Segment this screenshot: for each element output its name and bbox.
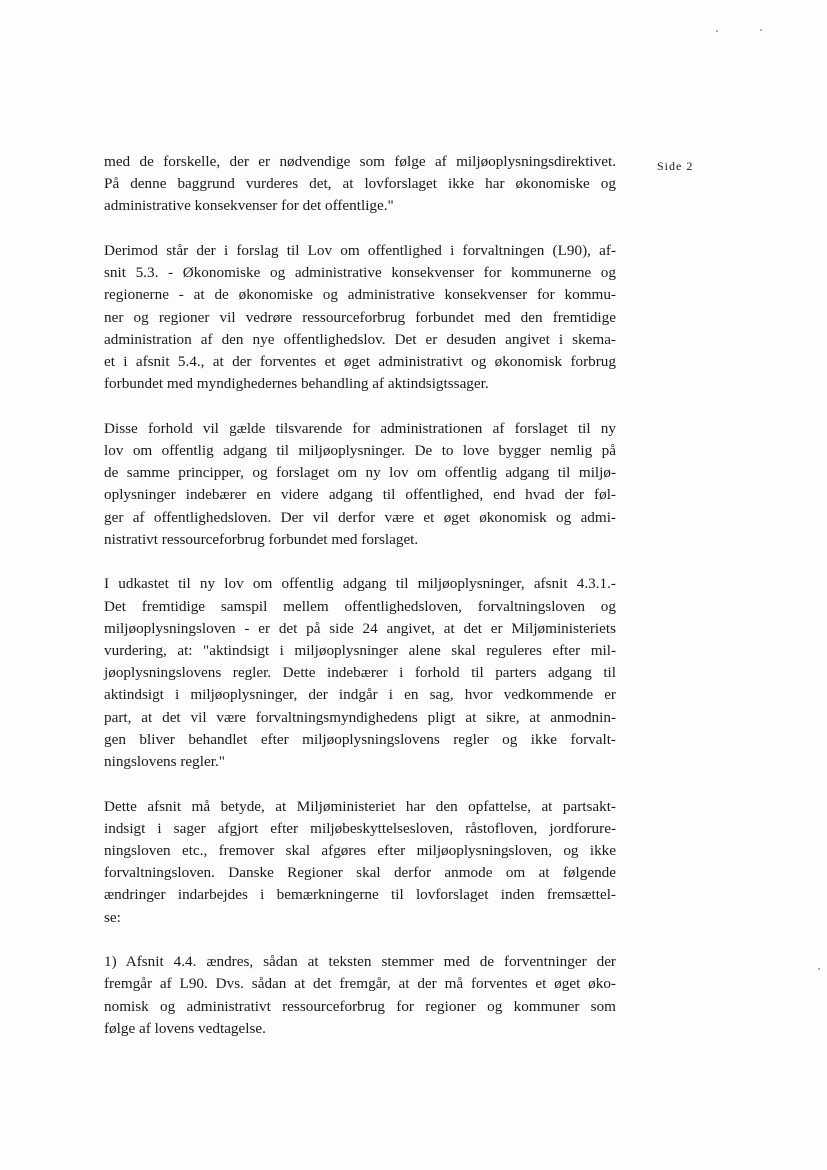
text-line: gen bliver behandlet efter miljøoplysningslovens regler og ikke forvalt- <box>104 730 616 748</box>
text-line: jøoplysningslovens regler. Dette indebærer i forhold til parters adgang til <box>104 664 616 682</box>
text-line: ændringer indarbejdes i bemærkningerne til lovforslaget inden fremsættel- <box>104 886 616 904</box>
paragraph-similar-conditions <box>104 418 616 551</box>
text-line: Dette afsnit må betyde, at Miljøministeriet har den opfattelse, at partsakt- <box>104 797 616 815</box>
text-line: ger af offentlighedsloven. Der vil derfor være et øget økonomisk og admi- <box>104 508 616 526</box>
text-line: part, at det vil være forvaltningsmyndighedens pligt at sikre, at anmodnin- <box>104 708 616 726</box>
scan-speck <box>716 30 718 32</box>
text-line: forbundet med myndighedernes behandling af aktindsigtssager. <box>104 375 489 393</box>
numbered-item-1 <box>104 951 616 1040</box>
text-line: et i afsnit 5.4., at der forventes et øget administrativt og økonomisk forbrug <box>104 353 616 371</box>
text-line: nistrativt ressourceforbrug forbundet med forslaget. <box>104 530 419 548</box>
text-line: nomisk og administrativt ressourceforbrug for regioner og kommuner som <box>104 997 616 1015</box>
text-line: følge af lovens vedtagelse. <box>104 1019 266 1037</box>
text-line: Det fremtidige samspil mellem offentlighedsloven, forvaltningsloven og <box>104 597 616 615</box>
text-line: indsigt i sager afgjort efter miljøbeskyttelsesloven, råstofloven, jordforure- <box>104 819 616 837</box>
paragraph-request <box>104 796 616 929</box>
text-line: fremgår af L90. Dvs. sådan at det fremgår, at der må forventes et øget øko- <box>104 975 616 993</box>
text-line: snit 5.3. - Økonomiske og administrative konsekvenser for kommunerne og <box>104 264 616 282</box>
text-line: med de forskelle, der er nødvendige som følge af miljøoplysningsdirektivet. <box>104 153 616 170</box>
paragraph-conclusion <box>104 151 616 218</box>
letter-body <box>104 151 616 1062</box>
text-line: ner og regioner vil vedrøre ressourceforbrug forbundet med den fremtidige <box>104 308 616 326</box>
page-number: Side 2 <box>657 159 694 173</box>
text-line: Derimod står der i forslag til Lov om offentlighed i forvaltningen (L90), af- <box>104 242 616 259</box>
text-line: Disse forhold vil gælde tilsvarende for administrationen af forslaget til ny <box>104 419 616 437</box>
text-line: vurdering, at: "aktindsigt i miljøoplysninger alene skal reguleres efter mil- <box>104 642 616 660</box>
text-line: På denne baggrund vurderes det, at lovforslaget ikke har økonomiske og <box>104 175 616 193</box>
text-line: miljøoplysningsloven - er det på side 24 angivet, at det er Miljøministeriets <box>104 619 616 637</box>
text-line: forvaltningsloven. Danske Regioner skal derfor anmode om at følgende <box>104 864 616 882</box>
text-line: regionerne - at de økonomiske og administrative konsekvenser for kommu- <box>104 286 616 304</box>
text-line: oplysninger indebærer en videre adgang til offentlighed, end hvad der føl- <box>104 486 616 504</box>
text-line: se: <box>104 908 121 926</box>
text-line: I udkastet til ny lov om offentlig adgang til miljøoplysninger, afsnit 4.3.1.- <box>104 575 616 593</box>
text-line: aktindsigt i miljøoplysninger, der indgår i en sag, hvor vedkommende er <box>104 686 616 704</box>
text-line: administrative konsekvenser for det offentlige." <box>104 197 394 215</box>
text-line: ningslovens regler." <box>104 753 225 771</box>
paragraph-l90-consequences <box>104 240 616 395</box>
text-line: administration af den nye offentlighedslov. Det er desuden angivet i skema- <box>104 330 616 348</box>
text-line: de samme principper, og forslaget om ny lov om offentlig adgang til miljø- <box>104 464 616 482</box>
text-line: 1) Afsnit 4.4. ændres, sådan at teksten stemmer med de forventninger der <box>104 953 616 971</box>
scan-speck <box>818 968 820 970</box>
text-line: lov om offentlig adgang til miljøoplysninger. De to love bygger nemlig på <box>104 442 616 460</box>
scan-speck <box>760 29 762 31</box>
paragraph-draft-law-quote <box>104 573 616 773</box>
text-line: ningsloven etc., fremover skal afgøres efter miljøoplysningsloven, og ikke <box>104 842 616 860</box>
